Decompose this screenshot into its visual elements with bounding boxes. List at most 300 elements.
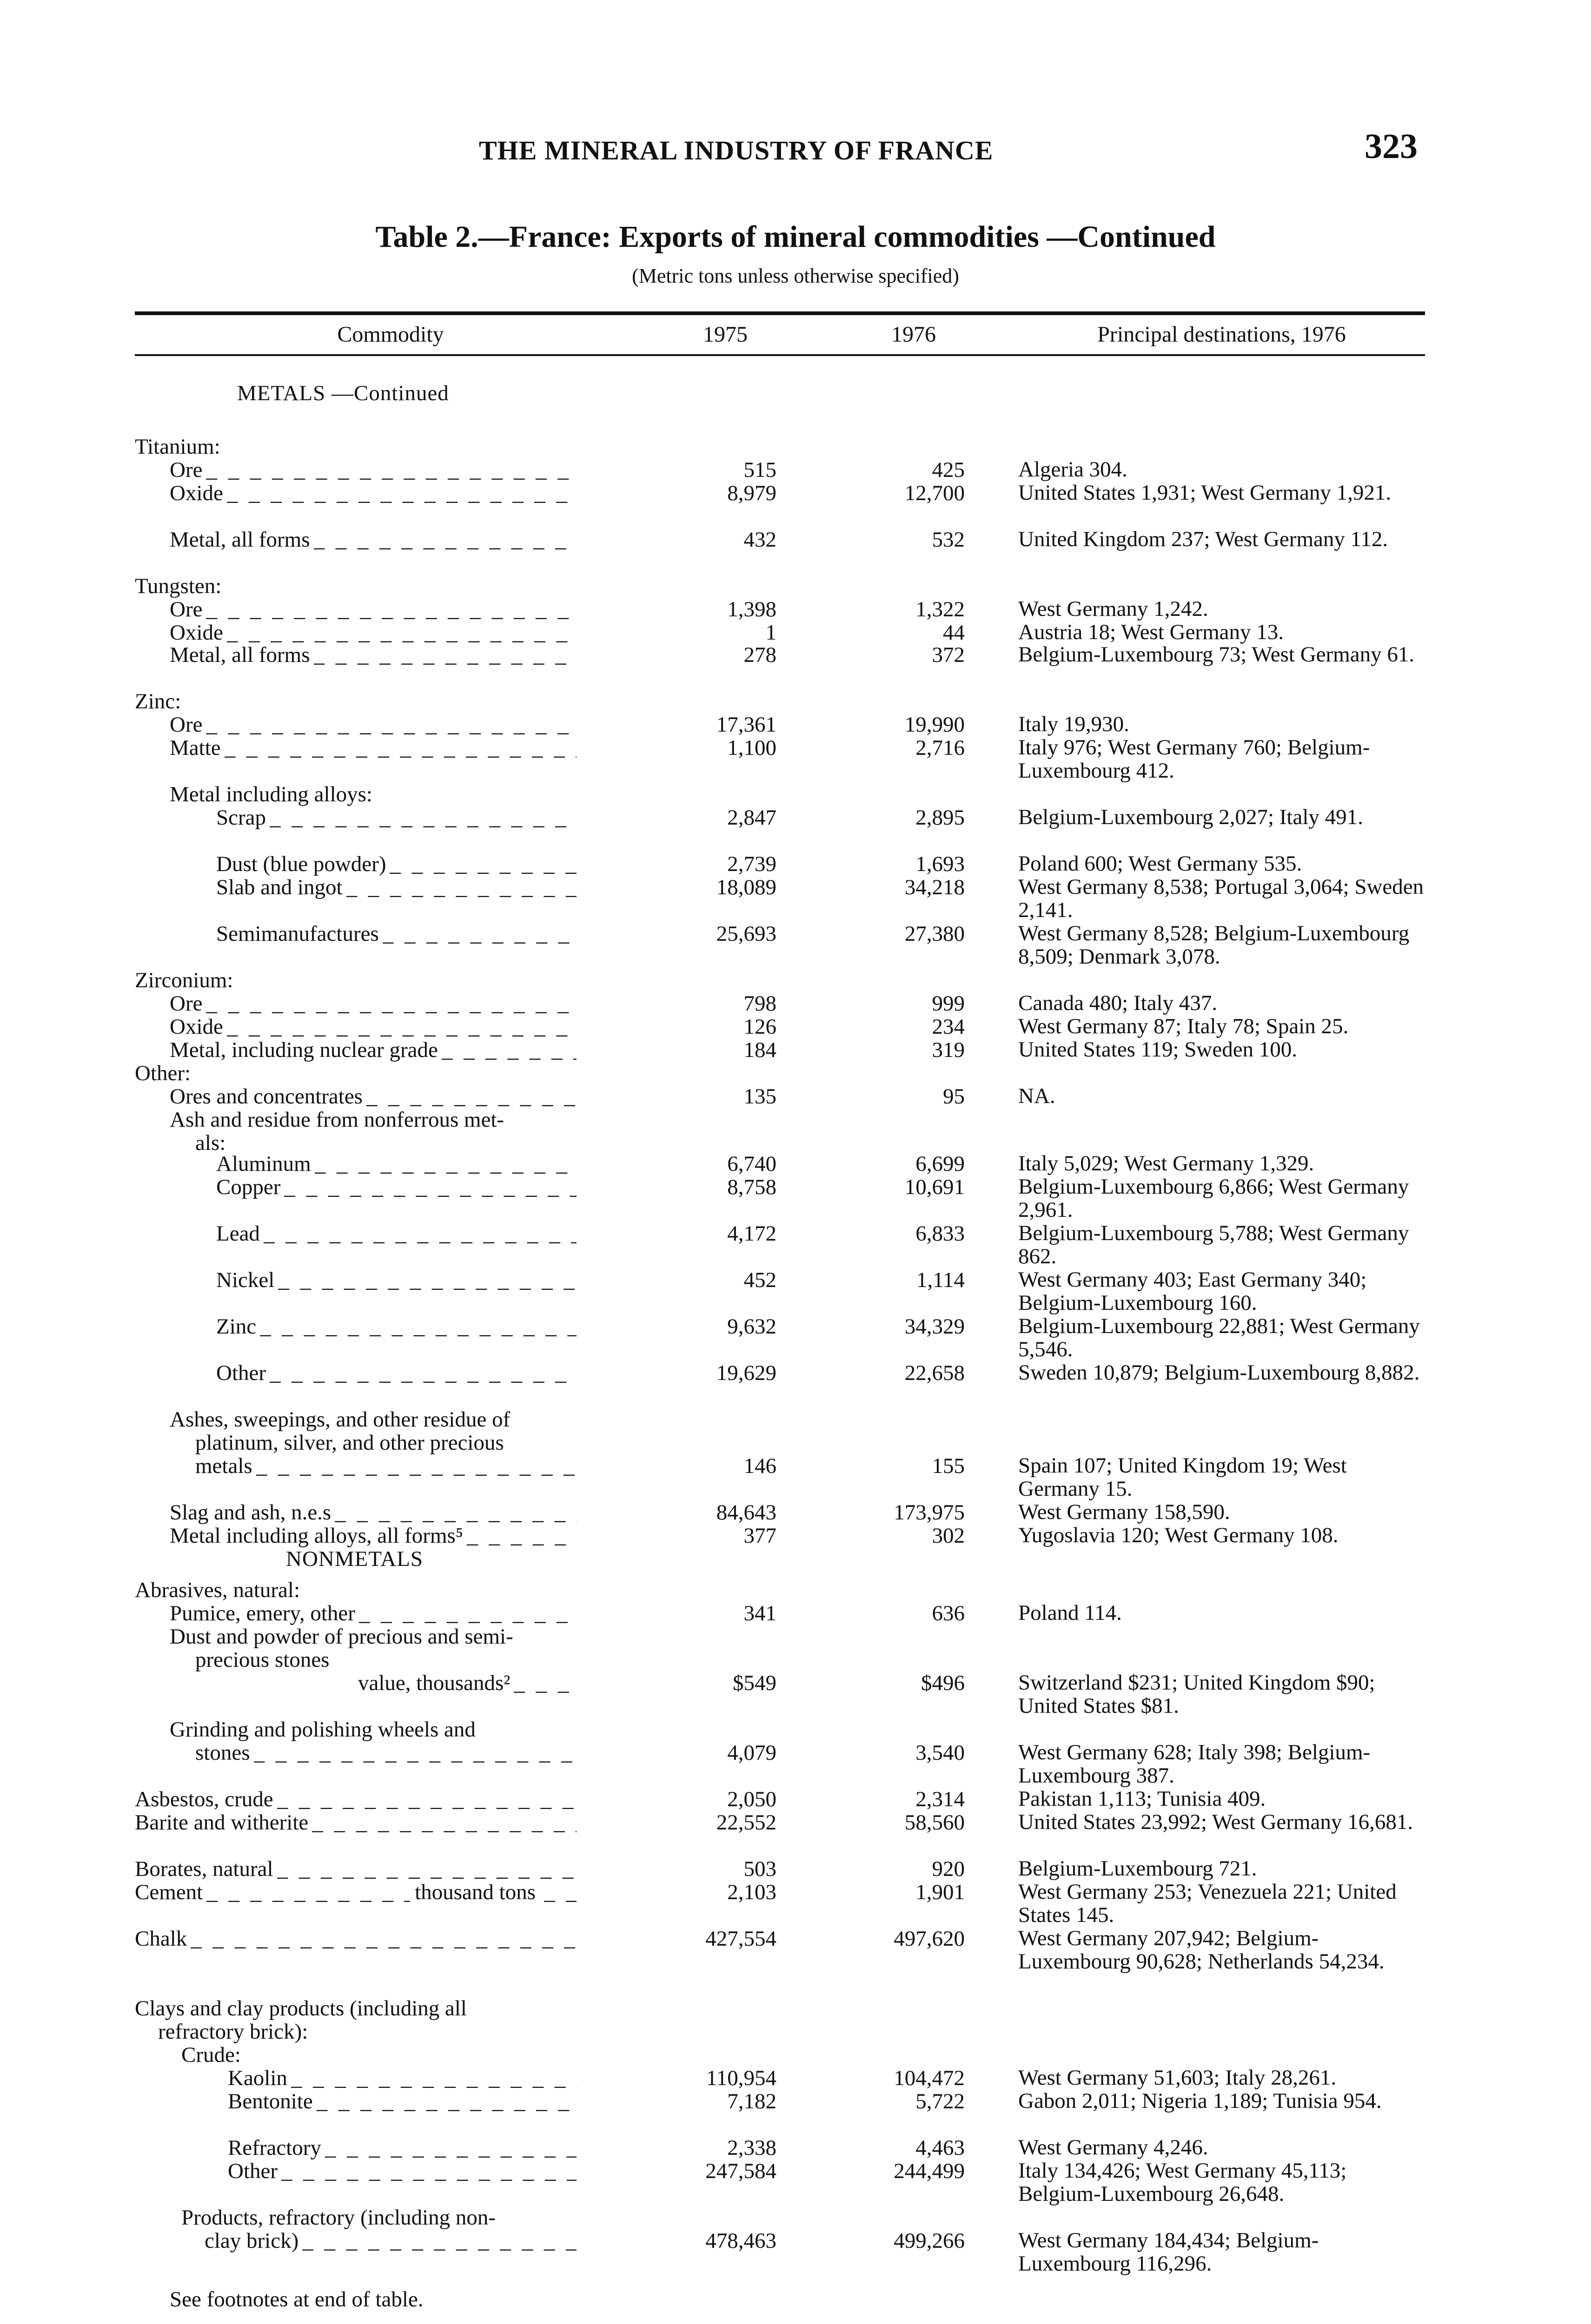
commodity-label: Nickel <box>216 1268 275 1292</box>
value-1976: 104,472 <box>894 2066 965 2090</box>
destinations: West Germany 253; Venezuela 221; United States 145. <box>1018 1880 1397 1927</box>
destinations: United Kingdom 237; West Germany 112. <box>1018 527 1388 551</box>
commodity-cell <box>135 689 181 713</box>
commodity-label: Metal, including nuclear grade <box>170 1038 438 1062</box>
value-1975: 515 <box>743 458 776 482</box>
table-row <box>0 1740 1591 1788</box>
commodity-label: Slag and ash, n.e.s <box>170 1500 331 1525</box>
value-1975: 503 <box>743 1857 776 1881</box>
value-1976: 173,975 <box>894 1500 965 1525</box>
value-1976: 6,833 <box>915 1221 965 1246</box>
commodity-cell <box>135 1810 577 1835</box>
commodity-cell <box>135 1061 191 1085</box>
commodity-label: Semimanufactures <box>216 922 379 946</box>
destinations: Switzerland $231; United Kingdom $90; United States $81. <box>1018 1670 1375 1718</box>
table-row <box>0 735 1591 783</box>
leader-dots <box>225 736 577 760</box>
value-1975: 110,954 <box>706 2066 776 2090</box>
commodity-cell <box>135 1996 467 2020</box>
value-1976: 95 <box>943 1084 965 1109</box>
value-1975: 278 <box>743 643 776 667</box>
commodity-cell <box>170 782 372 806</box>
value-1976: 1,114 <box>916 1268 965 1292</box>
table-row <box>0 621 1591 645</box>
commodity-cell <box>216 1314 577 1339</box>
table-row <box>0 1524 1591 1548</box>
table-row <box>0 1810 1591 1835</box>
value-1975: 452 <box>743 1268 776 1292</box>
destinations: United States 1,931; West Germany 1,921. <box>1018 481 1392 505</box>
value-1976: 22,658 <box>904 1361 965 1385</box>
leader-dots <box>277 1787 577 1811</box>
commodity-cell <box>170 1500 577 1525</box>
leader-dots <box>317 2089 577 2113</box>
table-row <box>0 1061 1591 1085</box>
column-header-1975: 1975 <box>703 322 748 347</box>
unit-label: thousand tons <box>415 1880 536 1904</box>
value-1976: 2,895 <box>915 805 965 830</box>
commodity-label: value, thousands² <box>358 1671 510 1695</box>
commodity-label: als: <box>195 1131 226 1155</box>
table-row <box>0 1175 1591 1222</box>
commodity-label: Ore <box>170 597 203 621</box>
leader-dots <box>544 1880 577 1904</box>
commodity-label: Ore <box>170 991 203 1016</box>
table-row <box>0 1084 1591 1109</box>
value-1975: 2,103 <box>727 1880 776 1904</box>
value-1975: $549 <box>733 1671 776 1695</box>
table-row <box>0 574 1591 598</box>
value-1975: 184 <box>743 1038 776 1062</box>
table-row <box>0 1453 1591 1501</box>
commodity-label: Abrasives, natural: <box>135 1578 300 1602</box>
table-row <box>0 1500 1591 1525</box>
commodity-cell <box>170 1524 577 1548</box>
table-row <box>0 1268 1591 1315</box>
commodity-cell <box>170 481 577 505</box>
table-row <box>0 991 1591 1016</box>
commodity-label: Slab and ingot <box>216 875 343 899</box>
commodity-label: Barite and witherite <box>135 1810 309 1835</box>
commodity-label: Ash and residue from nonferrous met- <box>170 1108 504 1132</box>
destinations: Italy 5,029; West Germany 1,329. <box>1018 1151 1314 1175</box>
commodity-label: Tungsten: <box>135 574 222 598</box>
table-row <box>0 643 1591 667</box>
value-1975: 2,847 <box>727 805 776 830</box>
leader-dots <box>270 805 577 830</box>
commodity-label: Ore <box>170 458 203 482</box>
destinations: West Germany 8,528; Belgium-Luxembourg 8,509; Denmark 3,078. <box>1018 921 1410 969</box>
commodity-cell <box>195 1454 577 1478</box>
commodity-label: Metal including alloys, all forms⁵ <box>170 1524 464 1548</box>
value-1975: 9,632 <box>727 1314 776 1339</box>
leader-dots <box>359 1601 577 1625</box>
table-row <box>0 1314 1591 1361</box>
commodity-label: metals <box>195 1454 252 1478</box>
table-row <box>0 458 1591 482</box>
value-1975: 432 <box>743 528 776 552</box>
destinations: West Germany 1,242. <box>1018 597 1208 621</box>
leader-dots <box>314 528 577 552</box>
value-1975: 146 <box>743 1454 776 1478</box>
commodity-cell <box>170 713 577 737</box>
commodity-label: Lead <box>216 1221 260 1246</box>
commodity-cell <box>135 1927 577 1951</box>
leader-dots <box>264 1221 577 1246</box>
commodity-cell <box>195 1431 504 1455</box>
leader-dots <box>302 2229 577 2253</box>
destinations: Italy 19,930. <box>1018 712 1129 736</box>
leader-dots <box>312 1810 577 1835</box>
leader-dots <box>281 2159 577 2183</box>
commodity-label: Ores and concentrates <box>170 1084 363 1109</box>
destinations: West Germany 403; East Germany 340; Belgium-Luxembourg 160. <box>1018 1268 1367 1315</box>
value-1975: 377 <box>743 1524 776 1548</box>
value-1975: 1 <box>765 621 776 645</box>
commodity-label: Other: <box>135 1061 191 1085</box>
destinations: Belgium-Luxembourg 2,027; Italy 491. <box>1018 805 1363 829</box>
commodity-label: Products, refractory (including non- <box>181 2205 496 2230</box>
value-1975: 247,584 <box>705 2159 776 2183</box>
commodity-cell <box>170 597 577 621</box>
commodity-cell <box>216 1175 577 1199</box>
destinations: Gabon 2,011; Nigeria 1,189; Tunisia 954. <box>1018 2089 1382 2113</box>
destinations: Belgium-Luxembourg 6,866; West Germany 2,961. <box>1018 1175 1409 1222</box>
commodity-label: Refractory <box>228 2136 321 2160</box>
table-row <box>0 1996 1591 2020</box>
leader-dots <box>325 2136 577 2160</box>
leader-dots <box>390 852 577 876</box>
leader-dots <box>227 621 577 645</box>
table-row <box>0 435 1591 459</box>
table-row <box>0 1624 1591 1649</box>
value-1976: 999 <box>932 991 965 1016</box>
value-1975: 6,740 <box>727 1152 776 1176</box>
leader-dots <box>260 1314 577 1339</box>
value-1976: 532 <box>932 528 965 552</box>
table-row <box>0 481 1591 505</box>
table-row <box>0 381 1591 405</box>
leader-dots <box>315 1152 577 1176</box>
commodity-label: Clays and clay products (including all <box>135 1996 467 2020</box>
commodity-cell <box>170 528 577 552</box>
commodity-cell <box>228 2089 577 2113</box>
leader-dots <box>227 481 577 505</box>
commodity-label: Dust (blue powder) <box>216 852 386 876</box>
commodity-label: Kaolin <box>228 2066 287 2090</box>
commodity-cell <box>216 875 577 899</box>
leader-dots <box>277 1857 577 1881</box>
leader-dots <box>206 1880 410 1904</box>
value-1976: 1,901 <box>915 1880 965 1904</box>
commodity-label: Ashes, sweepings, and other residue of <box>170 1407 510 1432</box>
commodity-label: Crude: <box>181 2043 241 2067</box>
commodity-label: Oxide <box>170 481 223 505</box>
destinations: Poland 600; West Germany 535. <box>1018 852 1302 876</box>
commodity-cell <box>135 968 233 992</box>
table-row <box>0 1601 1591 1625</box>
value-1976: 234 <box>932 1015 965 1039</box>
leader-dots <box>206 458 577 482</box>
leader-dots <box>278 1268 577 1292</box>
table-row <box>0 2228 1591 2276</box>
commodity-cell <box>228 2136 577 2160</box>
table-row <box>0 968 1591 992</box>
table-row <box>0 2205 1591 2230</box>
table-row <box>0 2089 1591 2113</box>
table-row <box>0 1880 1591 1927</box>
commodity-label: Metal including alloys: <box>170 782 372 806</box>
commodity-label: Cement <box>135 1880 203 1904</box>
column-header-commodity: Commodity <box>337 322 444 347</box>
value-1975: 2,050 <box>727 1787 776 1811</box>
commodity-cell <box>195 1648 329 1672</box>
table-row <box>0 597 1591 621</box>
value-1975: 126 <box>743 1015 776 1039</box>
value-1976: 27,380 <box>904 922 965 946</box>
commodity-label: Matte <box>170 736 221 760</box>
column-header-1976: 1976 <box>891 322 936 347</box>
commodity-label: Zirconium: <box>135 968 233 992</box>
column-header-destinations: Principal destinations, 1976 <box>1097 322 1346 347</box>
section-heading: METALS —Continued <box>237 381 449 405</box>
commodity-cell <box>135 435 220 459</box>
value-1976: 499,266 <box>894 2229 965 2253</box>
commodity-label: Other <box>228 2159 278 2183</box>
commodity-label: Borates, natural <box>135 1857 273 1881</box>
commodity-cell <box>170 1038 577 1062</box>
table-row <box>0 1648 1591 1672</box>
value-1975: 22,552 <box>716 1810 776 1835</box>
value-1975: 19,629 <box>716 1361 776 1385</box>
value-1975: 25,693 <box>716 922 776 946</box>
table-row <box>0 1152 1591 1176</box>
running-head: THE MINERAL INDUSTRY OF FRANCE <box>479 135 994 165</box>
table-row <box>0 713 1591 737</box>
value-1975: 4,079 <box>727 1741 776 1765</box>
commodity-cell <box>170 1084 577 1109</box>
value-1976: 4,463 <box>915 2136 965 2160</box>
commodity-cell <box>358 1671 577 1695</box>
commodity-label: precious stones <box>195 1648 330 1672</box>
destinations: Yugoslavia 120; West Germany 108. <box>1018 1523 1339 1547</box>
destinations: West Germany 628; Italy 398; Belgium-Luxembourg 387. <box>1018 1740 1371 1788</box>
commodity-label: Pumice, emery, other <box>170 1601 355 1625</box>
value-1976: 6,699 <box>915 1152 965 1176</box>
value-1975: 4,172 <box>727 1221 776 1246</box>
commodity-cell <box>216 1361 577 1385</box>
table-row <box>0 852 1591 876</box>
value-1975: 2,338 <box>727 2136 776 2160</box>
table-row <box>0 1361 1591 1385</box>
destinations: Pakistan 1,113; Tunisia 409. <box>1018 1787 1266 1811</box>
leader-dots <box>291 2066 577 2090</box>
commodity-label: Ore <box>170 713 203 737</box>
leader-dots <box>284 1175 577 1199</box>
commodity-label: Grinding and polishing wheels and <box>170 1717 476 1742</box>
commodity-cell <box>216 852 577 876</box>
value-1976: 497,620 <box>894 1927 965 1951</box>
value-1976: 5,722 <box>915 2089 965 2113</box>
value-1975: 341 <box>743 1601 776 1625</box>
destinations: Belgium-Luxembourg 73; West Germany 61. <box>1018 642 1415 667</box>
table-row <box>0 921 1591 969</box>
commodity-cell <box>170 991 577 1016</box>
value-1976: 3,540 <box>915 1741 965 1765</box>
commodity-label: Other <box>216 1361 266 1385</box>
table-row <box>0 1547 1591 1571</box>
commodity-label: platinum, silver, and other precious <box>195 1431 504 1455</box>
table-row <box>0 1221 1591 1268</box>
commodity-cell <box>216 1221 577 1246</box>
leader-dots <box>366 1084 577 1109</box>
value-1976: 10,691 <box>904 1175 965 1199</box>
leader-dots <box>335 1500 577 1525</box>
commodity-cell <box>158 2020 308 2044</box>
value-1975: 17,361 <box>716 713 776 737</box>
value-1975: 427,554 <box>705 1927 776 1951</box>
commodity-cell <box>216 1152 577 1176</box>
commodity-label: Metal, all forms <box>170 528 310 552</box>
leader-dots <box>346 875 577 899</box>
value-1975: 84,643 <box>716 1500 776 1525</box>
commodity-cell <box>135 574 221 598</box>
value-1975: 8,979 <box>727 481 776 505</box>
commodity-label: Asbestos, crude <box>135 1787 273 1811</box>
value-1975: 798 <box>743 991 776 1016</box>
commodity-cell <box>170 1717 476 1742</box>
destinations: West Germany 158,590. <box>1018 1500 1230 1524</box>
commodity-cell <box>195 1741 577 1765</box>
commodity-label: Chalk <box>135 1927 187 1951</box>
commodity-label: stones <box>195 1741 250 1765</box>
table-row <box>0 1038 1591 1062</box>
table-row <box>0 2020 1591 2044</box>
destinations: United States 119; Sweden 100. <box>1018 1037 1298 1062</box>
value-1976: 2,314 <box>915 1787 965 1811</box>
destinations: Algeria 304. <box>1018 457 1127 482</box>
commodity-cell <box>181 2205 496 2230</box>
destinations: United States 23,992; West Germany 16,681. <box>1018 1810 1413 1834</box>
commodity-cell <box>181 2043 241 2067</box>
destinations: Canada 480; Italy 437. <box>1018 991 1218 1015</box>
destinations: Belgium-Luxembourg 721. <box>1018 1856 1257 1881</box>
destinations: Italy 134,426; West Germany 45,113; Belgium-Luxembourg 26,648. <box>1018 2159 1347 2206</box>
commodity-label: Scrap <box>216 805 266 830</box>
table-subtitle: (Metric tons unless otherwise specified) <box>632 264 959 287</box>
commodity-cell <box>216 922 577 946</box>
commodity-label: Dust and powder of precious and semi- <box>170 1624 513 1649</box>
value-1976: 636 <box>932 1601 965 1625</box>
table-row <box>0 1108 1591 1132</box>
table-row <box>0 1407 1591 1432</box>
destinations: Austria 18; West Germany 13. <box>1018 620 1284 644</box>
commodity-cell <box>170 1015 577 1039</box>
value-1975: 8,758 <box>727 1175 776 1199</box>
commodity-cell <box>216 805 577 830</box>
value-1975: 135 <box>743 1084 776 1109</box>
destinations: Belgium-Luxembourg 5,788; West Germany 862. <box>1018 1221 1409 1268</box>
leader-dots <box>206 991 577 1016</box>
destinations: West Germany 207,942; Belgium-Luxembourg 90,628; Netherlands 54,234. <box>1018 1926 1385 1974</box>
commodity-label: Titanium: <box>135 435 220 459</box>
value-1976: $496 <box>921 1671 965 1695</box>
commodity-cell <box>170 1407 510 1432</box>
destinations: West Germany 8,538; Portugal 3,064; Sweden 2,141. <box>1018 875 1424 922</box>
table-row <box>0 528 1591 552</box>
commodity-cell <box>170 736 577 760</box>
value-1976: 244,499 <box>894 2159 965 2183</box>
value-1976: 319 <box>932 1038 965 1062</box>
table-row <box>0 1578 1591 1602</box>
commodity-label: Zinc <box>216 1314 257 1339</box>
value-1976: 372 <box>932 643 965 667</box>
commodity-label: Copper <box>216 1175 281 1199</box>
destinations: Italy 976; West Germany 760; Belgium-Luxembourg 412. <box>1018 735 1370 783</box>
leader-dots <box>314 643 577 667</box>
table-row <box>0 689 1591 713</box>
leader-dots <box>227 1015 577 1039</box>
section-heading: NONMETALS <box>286 1547 424 1571</box>
leader-dots <box>270 1361 577 1385</box>
table-title: Table 2.—France: Exports of mineral commodities —Continued <box>375 220 1216 254</box>
table-row <box>0 1787 1591 1811</box>
table-row <box>0 2136 1591 2160</box>
commodity-cell <box>170 621 577 645</box>
destinations: Belgium-Luxembourg 22,881; West Germany 5,546. <box>1018 1314 1420 1361</box>
value-1976: 19,990 <box>904 713 965 737</box>
commodity-cell <box>228 2066 577 2090</box>
leader-dots <box>383 922 577 946</box>
destinations: West Germany 51,603; Italy 28,261. <box>1018 2066 1337 2090</box>
value-1976: 34,218 <box>904 875 965 899</box>
commodity-label: refractory brick): <box>158 2020 308 2044</box>
leader-dots <box>206 597 577 621</box>
commodity-cell <box>135 1578 300 1602</box>
commodity-label: Oxide <box>170 621 223 645</box>
table-row <box>0 1717 1591 1742</box>
commodity-cell <box>170 458 577 482</box>
table-row <box>0 1670 1591 1718</box>
table-row <box>0 2043 1591 2067</box>
value-1976: 155 <box>932 1454 965 1478</box>
commodity-cell <box>135 1787 577 1811</box>
destinations: West Germany 184,434; Belgium-Luxembourg 116,296. <box>1018 2228 1319 2276</box>
table-row <box>0 1015 1591 1039</box>
commodity-label: Bentonite <box>228 2089 313 2113</box>
leader-dots <box>206 713 577 737</box>
commodity-cell <box>170 643 577 667</box>
commodity-cell <box>170 1624 513 1649</box>
value-1975: 2,739 <box>727 852 776 876</box>
table-row <box>0 1431 1591 1455</box>
leader-dots <box>191 1927 577 1951</box>
leader-dots <box>467 1524 577 1548</box>
page-number: 323 <box>1365 127 1418 166</box>
leader-dots <box>256 1454 577 1478</box>
commodity-cell <box>216 1268 577 1292</box>
commodity-label: Zinc: <box>135 689 181 713</box>
commodity-cell <box>228 2159 577 2183</box>
destinations: West Germany 87; Italy 78; Spain 25. <box>1018 1014 1349 1038</box>
table-row <box>0 875 1591 922</box>
commodity-label: Metal, all forms <box>170 643 310 667</box>
value-1975: 1,100 <box>727 736 776 760</box>
table-row <box>0 2066 1591 2090</box>
table-row <box>0 1857 1591 1881</box>
leader-dots <box>254 1741 577 1765</box>
commodity-cell <box>205 2229 577 2253</box>
